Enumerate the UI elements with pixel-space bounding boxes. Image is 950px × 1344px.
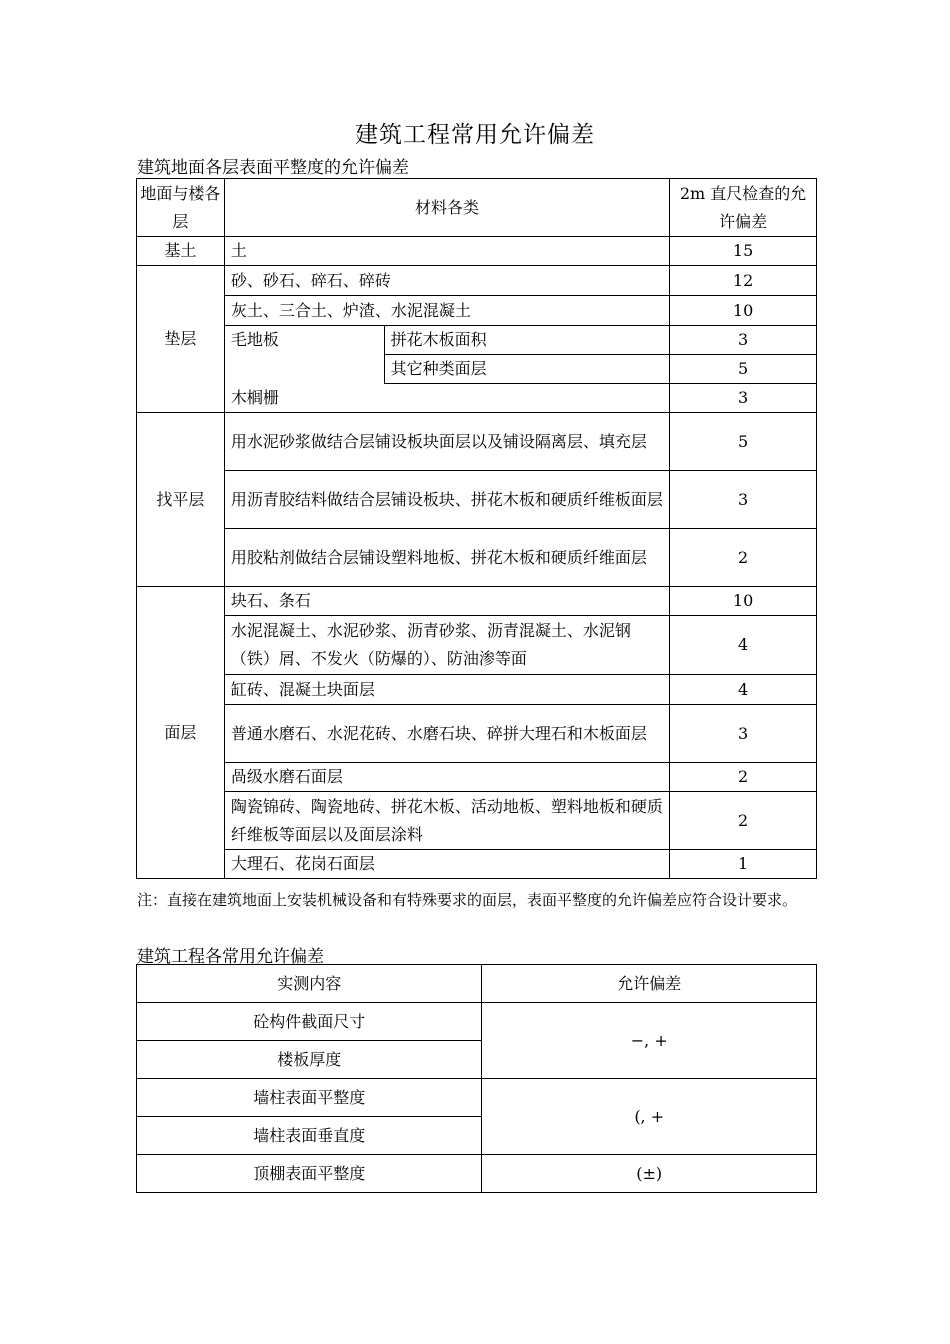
value-cell: (, + <box>482 1079 817 1155</box>
material-cell: 水泥混凝土、水泥砂浆、沥青砂浆、沥青混凝土、水泥钢（铁）屑、不发火（防爆的）、防油渗等面 <box>224 616 669 675</box>
common-tolerance-table <box>136 964 817 1193</box>
group-label: 垫层 <box>137 266 225 413</box>
value-cell: 5 <box>670 413 817 471</box>
value-cell: 2 <box>670 763 817 792</box>
value-cell: 15 <box>670 237 817 266</box>
value-cell: 2 <box>670 792 817 850</box>
group-label: 基土 <box>137 237 225 266</box>
material-cell: 缸砖、混凝土块面层 <box>224 675 669 705</box>
header-material: 材料各类 <box>224 179 669 237</box>
table-row <box>137 326 817 355</box>
value-cell: 3 <box>670 471 817 529</box>
item-cell: 墙柱表面平整度 <box>137 1079 482 1117</box>
table2-caption: 建筑工程各常用允许偏差 <box>137 947 324 967</box>
material-cell: 陶瓷锦砖、陶瓷地砖、拼花木板、活动地板、塑料地板和硬质纤维板等面层以及面层涂料 <box>224 792 669 850</box>
material-cell: 砂、砂石、碎石、碎砖 <box>224 266 669 296</box>
header-tolerance: 允许偏差 <box>482 965 817 1003</box>
material-cell: 用胶粘剂做结合层铺设塑料地板、拼花木板和硬质纤维面层 <box>224 529 669 587</box>
table-row <box>137 1003 817 1041</box>
value-cell: 10 <box>670 296 817 326</box>
material-cell: 其它种类面层 <box>384 355 670 384</box>
table-row <box>137 384 817 413</box>
value-cell: 4 <box>670 675 817 705</box>
material-cell: 土 <box>224 237 669 266</box>
table-row <box>137 296 817 326</box>
item-cell: 墙柱表面垂直度 <box>137 1117 482 1155</box>
value-cell: 5 <box>670 355 817 384</box>
value-cell: −, + <box>482 1003 817 1079</box>
header-layer: 地面与楼各层 <box>137 179 225 237</box>
material-cell: 块石、条石 <box>224 587 669 616</box>
material-cell: 用沥青胶结料做结合层铺设板块、拼花木板和硬质纤维板面层 <box>224 471 669 529</box>
table-header-row <box>137 965 817 1003</box>
value-cell: 3 <box>670 326 817 355</box>
group-label: 面层 <box>137 587 225 879</box>
item-cell: 顶棚表面平整度 <box>137 1155 482 1193</box>
page-title: 建筑工程常用允许偏差 <box>355 122 595 148</box>
table-header-row <box>137 179 817 237</box>
table-row <box>137 529 817 587</box>
table-row <box>137 587 817 616</box>
header-item: 实测内容 <box>137 965 482 1003</box>
material-cell: 木榈栅 <box>224 384 669 413</box>
value-cell: 1 <box>670 850 817 879</box>
value-cell: 12 <box>670 266 817 296</box>
material-cell: 用水泥砂浆做结合层铺设板块面层以及铺设隔离层、填充层 <box>224 413 669 471</box>
table-row <box>137 413 817 471</box>
item-cell: 楼板厚度 <box>137 1041 482 1079</box>
table-row <box>137 705 817 763</box>
table-row <box>137 1155 817 1193</box>
value-cell: 2 <box>670 529 817 587</box>
table1-note: 注：直接在建筑地面上安装机械设备和有特殊要求的面层，表面平整度的允许偏差应符合设计要求。 <box>137 891 798 909</box>
table-row <box>137 237 817 266</box>
item-cell: 砼构件截面尺寸 <box>137 1003 482 1041</box>
group-label: 找平层 <box>137 413 225 587</box>
table1-caption: 建筑地面各层表面平整度的允许偏差 <box>137 158 409 178</box>
table-row <box>137 792 817 850</box>
material-cell: 普通水磨石、水泥花砖、水磨石块、碎拼大理石和木板面层 <box>224 705 669 763</box>
value-cell: 4 <box>670 616 817 675</box>
material-cell: 灰土、三合土、炉渣、水泥混凝土 <box>224 296 669 326</box>
table-row <box>137 1079 817 1117</box>
table-row <box>137 471 817 529</box>
header-tolerance: 2m 直尺检查的允许偏差 <box>670 179 817 237</box>
table-row <box>137 675 817 705</box>
table-row <box>137 763 817 792</box>
value-cell: 10 <box>670 587 817 616</box>
table-row <box>137 850 817 879</box>
material-cell: 大理石、花岗石面层 <box>224 850 669 879</box>
material-cell: 拼花木板面积 <box>384 326 670 355</box>
table-row <box>137 616 817 675</box>
value-cell: 3 <box>670 705 817 763</box>
value-cell: 3 <box>670 384 817 413</box>
material-cell: 咼级水磨石面层 <box>224 763 669 792</box>
rough-board-label: 毛地板 <box>224 326 384 384</box>
table-row <box>137 266 817 296</box>
floor-tolerance-table <box>136 178 817 879</box>
value-cell: (±) <box>482 1155 817 1193</box>
